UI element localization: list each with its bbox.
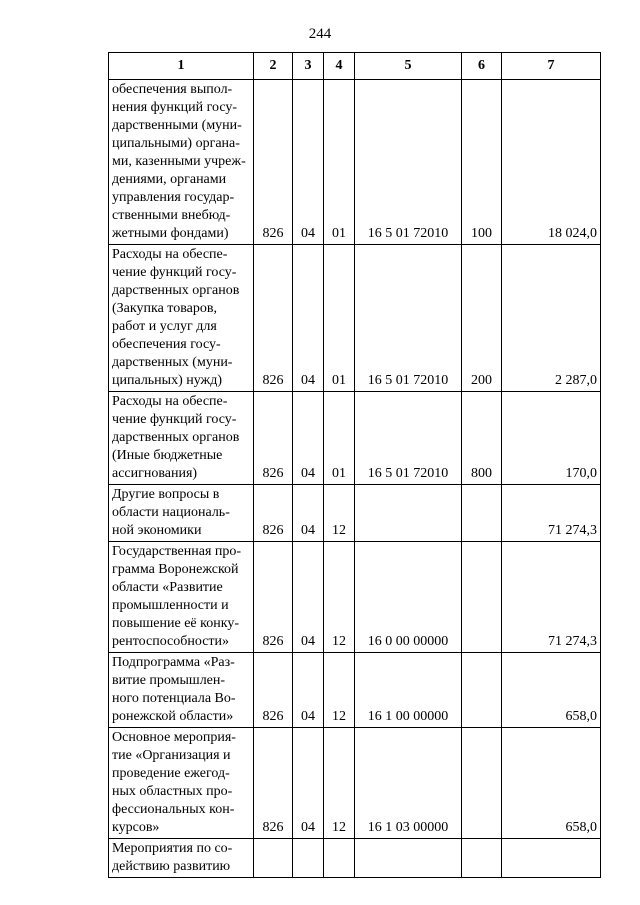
section-code-cell: 04 (293, 485, 324, 542)
row-name-cell: Расходы на обеспе- чение функций госу- дарственных органов (Иные бюджетные ассигнования) (109, 392, 254, 485)
expense-type-cell (462, 653, 502, 728)
header-cell-5: 5 (355, 53, 462, 80)
target-code-cell: 16 0 00 00000 (355, 542, 462, 653)
ministry-code-cell (254, 839, 293, 878)
section-code-cell: 04 (293, 80, 324, 245)
header-row (109, 53, 601, 80)
amount-cell: 658,0 (502, 653, 601, 728)
section-code-cell: 04 (293, 542, 324, 653)
header-cell-2: 2 (254, 53, 293, 80)
subsection-code-cell: 01 (324, 245, 355, 392)
table-row (109, 392, 601, 485)
subsection-code-cell: 12 (324, 653, 355, 728)
budget-table (108, 52, 601, 878)
target-code-cell: 16 5 01 72010 (355, 80, 462, 245)
amount-cell: 2 287,0 (502, 245, 601, 392)
header-cell-6: 6 (462, 53, 502, 80)
table-row (109, 839, 601, 878)
expense-type-cell (462, 542, 502, 653)
ministry-code-cell: 826 (254, 653, 293, 728)
row-name-cell: Государственная про- грамма Воронежской области «Развитие промышленности и повышение её конку- рентоспособности» (109, 542, 254, 653)
expense-type-cell: 800 (462, 392, 502, 485)
expense-type-cell: 200 (462, 245, 502, 392)
section-code-cell: 04 (293, 728, 324, 839)
target-code-cell (355, 839, 462, 878)
amount-cell: 71 274,3 (502, 485, 601, 542)
table-row (109, 485, 601, 542)
amount-cell (502, 839, 601, 878)
row-name-cell: Подпрограмма «Раз- витие промышлен- ного потенциала Во- ронежской области» (109, 653, 254, 728)
row-name-cell: Мероприятия по со- действию развитию (109, 839, 254, 878)
subsection-code-cell: 01 (324, 80, 355, 245)
header-cell-3: 3 (293, 53, 324, 80)
ministry-code-cell: 826 (254, 245, 293, 392)
table-row (109, 728, 601, 839)
amount-cell: 170,0 (502, 392, 601, 485)
ministry-code-cell: 826 (254, 80, 293, 245)
ministry-code-cell: 826 (254, 392, 293, 485)
row-name-cell: Другие вопросы в области националь- ной экономики (109, 485, 254, 542)
table-row (109, 653, 601, 728)
amount-cell: 18 024,0 (502, 80, 601, 245)
page-number: 244 (308, 26, 332, 42)
header-cell-1: 1 (109, 53, 254, 80)
ministry-code-cell: 826 (254, 485, 293, 542)
target-code-cell (355, 485, 462, 542)
row-name-cell: обеспечения выпол- нения функций госу- дарственными (муни- ципальными) органа- ми, казенными учреж- дениями, органами управления государ- ственными внебюд- жетными фондами) (109, 80, 254, 245)
expense-type-cell (462, 728, 502, 839)
subsection-code-cell: 01 (324, 392, 355, 485)
section-code-cell: 04 (293, 245, 324, 392)
table-row (109, 245, 601, 392)
expense-type-cell (462, 485, 502, 542)
target-code-cell: 16 5 01 72010 (355, 392, 462, 485)
table-row (109, 80, 601, 245)
amount-cell: 658,0 (502, 728, 601, 839)
subsection-code-cell: 12 (324, 728, 355, 839)
target-code-cell: 16 1 03 00000 (355, 728, 462, 839)
section-code-cell: 04 (293, 653, 324, 728)
target-code-cell: 16 1 00 00000 (355, 653, 462, 728)
section-code-cell (293, 839, 324, 878)
subsection-code-cell: 12 (324, 485, 355, 542)
subsection-code-cell: 12 (324, 542, 355, 653)
header-cell-7: 7 (502, 53, 601, 80)
ministry-code-cell: 826 (254, 542, 293, 653)
header-cell-4: 4 (324, 53, 355, 80)
target-code-cell: 16 5 01 72010 (355, 245, 462, 392)
expense-type-cell (462, 839, 502, 878)
ministry-code-cell: 826 (254, 728, 293, 839)
row-name-cell: Основное мероприя- тие «Организация и проведение ежегод- ных областных про- фессиональных кон- курсов» (109, 728, 254, 839)
section-code-cell: 04 (293, 392, 324, 485)
amount-cell: 71 274,3 (502, 542, 601, 653)
row-name-cell: Расходы на обеспе- чение функций госу- дарственных органов (Закупка товаров, работ и услуг для обеспечения госу- дарственных (муни- ципальных) нужд) (109, 245, 254, 392)
table-row (109, 542, 601, 653)
subsection-code-cell (324, 839, 355, 878)
expense-type-cell: 100 (462, 80, 502, 245)
